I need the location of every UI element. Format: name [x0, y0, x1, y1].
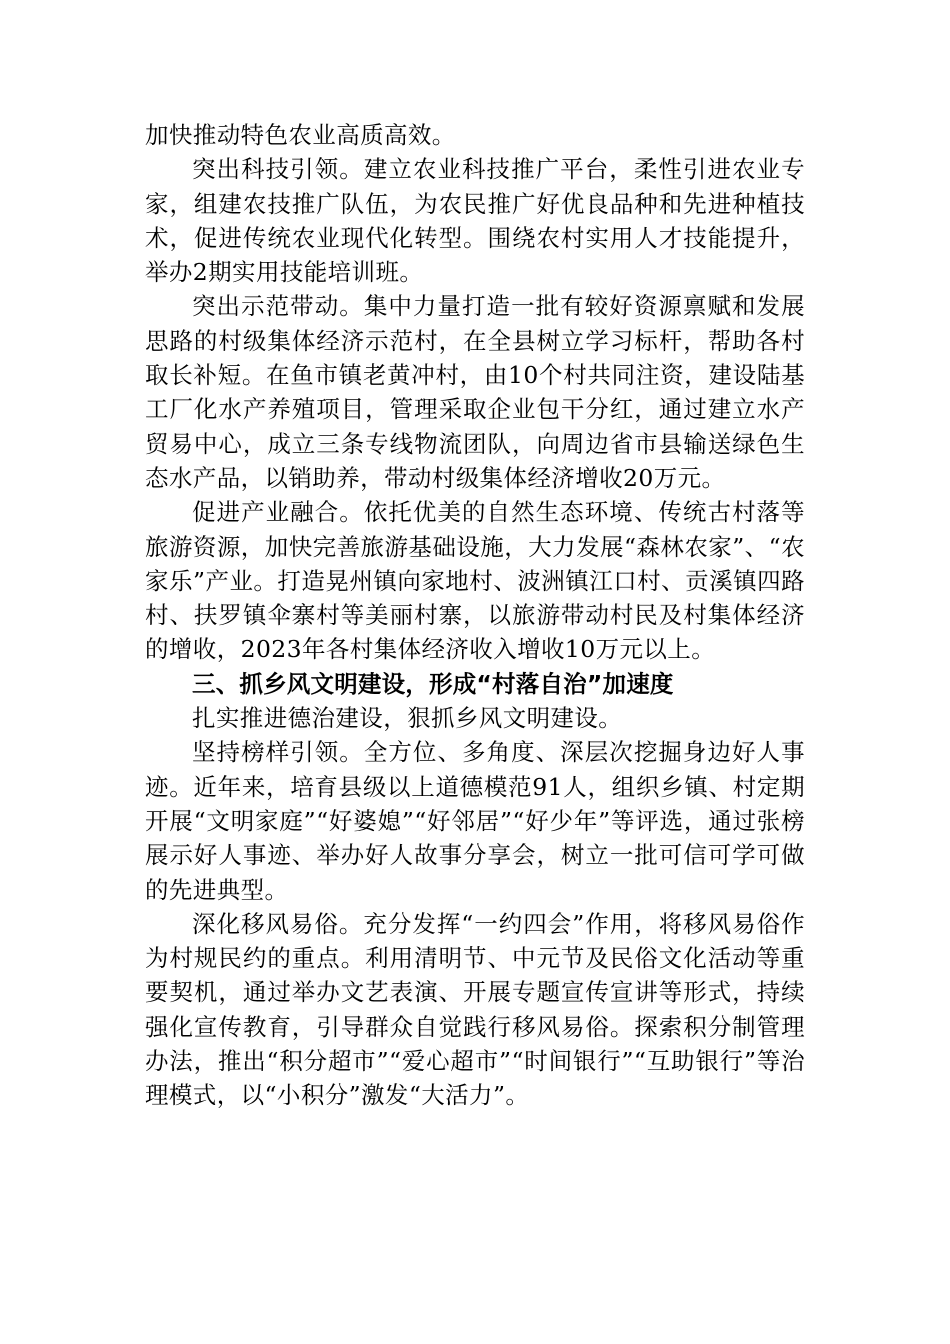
paragraph-customs-reform: 深化移风易俗。充分发挥“一约四会”作用，将移风易俗作为村规民约的重点。利用清明节、中元节及民俗文化活动等重要契机，通过举办文艺表演、开展专题宣传宣讲等形式，持续强化宣传教育，引导群众自觉践行移风易俗。探索积分制管理办法，推出“积分超市”“爱心超市”“时间银行”“互助银行”等治理模式，以“小积分”激发“大活力”。	[145, 909, 805, 1110]
paragraph-continuation: 加快推动特色农业高质高效。	[145, 121, 456, 149]
paragraph-section-intro: 扎实推进德治建设，狠抓乡风文明建设。	[192, 704, 623, 733]
paragraph-industry-integration: 促进产业融合。依托优美的自然生态环境、传统古村落等旅游资源，加快完善旅游基础设施，大力发展“森林农家”、“农家乐”产业。打造晃州镇向家地村、波洲镇江口村、贡溪镇四路村、扶罗镇伞寨村等美丽村寨，以旅游带动村民及村集体经济的增收，2023年各村集体经济收入增收10万元以上。	[145, 498, 805, 664]
paragraph-tech-leadership: 突出科技引领。建立农业科技推广平台，柔性引进农业专家，组建农技推广队伍，为农民推广好优良品种和先进种植技术，促进传统农业现代化转型。围绕农村实用人才技能提升，举办2期实用技能培训班。	[145, 155, 805, 287]
paragraph-demonstration: 突出示范带动。集中力量打造一批有较好资源禀赋和发展思路的村级集体经济示范村，在全县树立学习标杆，帮助各村取长补短。在鱼市镇老黄冲村，由10个村共同注资，建设陆基工厂化水产养殖项目，管理采取企业包干分红，通过建立水产贸易中心，成立三条专线物流团队，向周边省市县输送绿色生态水产品，以销助养，带动村级集体经济增收20万元。	[145, 292, 805, 492]
paragraph-role-models: 坚持榜样引领。全方位、多角度、深层次挖掘身边好人事迹。近年来，培育县级以上道德模范91人，组织乡镇、村定期开展“文明家庭”“好婆媳”“好邻居”“好少年”等评选，通过张榜展示好人事迹、举办好人故事分享会，树立一批可信可学可做的先进典型。	[145, 738, 805, 904]
document-body	[145, 118, 805, 1113]
section-heading: 三、抓乡风文明建设，形成“村落自治”加速度	[192, 669, 674, 698]
